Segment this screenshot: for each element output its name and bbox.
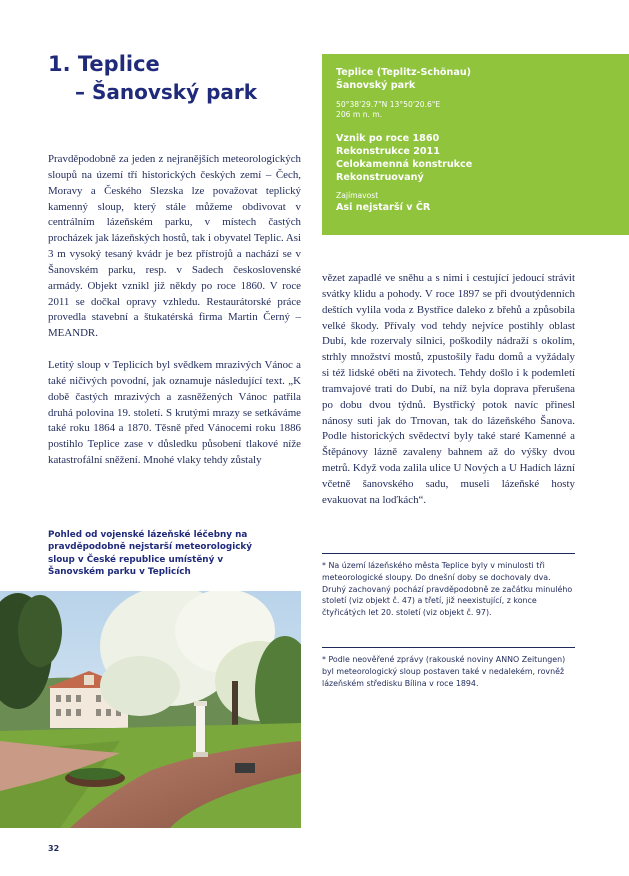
info-box-altitude: 206 m n. m. xyxy=(336,110,383,119)
photo-caption: Pohled od vojenské lázeňské léčebny na pravděpodobně nejstarší meteorologický sloup v České republice umístěný v Šanovském parku v Teplicích xyxy=(48,530,253,577)
footnote: * Na území lázeňského města Teplice byly v minulosti tři meteorologické sloupy. Do dnešní doby se dochovaly dva. Druhý zachovaný pochází pravděpodobně ze začátku minulého století (viz objekt č. 47) a třetí, již neexistující, z konce čtyřicátých let 20. století (viz objekt č. 97). xyxy=(322,553,575,619)
page-subtitle: – Šanovský park xyxy=(75,80,258,104)
body-text-right-column xyxy=(322,271,575,509)
info-box-curiosity-value: Asi nejstarší v ČR xyxy=(336,202,431,213)
info-box-facts xyxy=(336,132,619,184)
body-paragraph: Letitý sloup v Teplicích byl svědkem mrazivých Vánoc a také ničivých povodní, jak oznamuje následující text. „K době častých mrazivých a zasněžených Vánoc patřila druhá polovina 19. století. S krutými mrazy se setkáváme také roku 1864 a 1870. Těsně před Vánocemi roku 1886 postihlo Teplice zase v důsledku působení tlakové níže katastrofální sněžení. Mnohé vlaky tehdy zůstaly xyxy=(48,358,301,467)
info-box-fact: Rekonstrukce 2011 xyxy=(336,146,440,157)
info-box-location: Šanovský park xyxy=(336,80,416,91)
park-photo xyxy=(0,591,301,828)
info-box-fact: Vznik po roce 1860 xyxy=(336,133,440,144)
info-box-fact: Celokamenná konstrukce xyxy=(336,159,473,170)
page-number: 32 xyxy=(48,844,60,853)
info-box-coordinates: 50°38'29.7"N 13°50'20.6"E xyxy=(336,100,441,109)
info-box-geo xyxy=(336,100,619,120)
info-box-curiosity-label: Zajímavost xyxy=(336,191,379,200)
body-paragraph: Pravděpodobně za jeden z nejranějších meteorologických sloupů na území tří historických českých zemí – Čech, Moravy a Českého Slezska lze považovat teplický kamenný sloup, který stále můžeme obdivovat v centrálním lázeňském parku, v místech častých procházek jak lázeňských hostů, tak i obyvatel Teplic. Asi 3 m vysoký tesaný kvádr je bez přístrojů a nachází se v Šanovském parku, resp. v Sadech československé armády. Objekt vznikl již někdy po roce 1860. V roce 2011 se dočkal opravy vzhledu. Restaurátorské práce provedla stavební a štukatérská firma Martin Černý – MEANDR. xyxy=(48,153,301,340)
info-box-fact: Rekonstruovaný xyxy=(336,172,424,183)
info-box xyxy=(322,54,629,235)
body-text-left-column xyxy=(48,152,301,469)
footnote: * Podle neověřené zprávy (rakouské noviny ANNO Zeitungen) byl meteorologický sloup postaven také v nedalekém, rovněž lázeňském středisku Bílina v roce 1894. xyxy=(322,647,575,689)
info-box-title xyxy=(336,66,619,92)
page-title: 1. Teplice xyxy=(48,52,160,76)
info-box-city: Teplice (Teplitz-Schönau) xyxy=(336,67,472,78)
body-paragraph: vězet zapadlé ve sněhu a s nimi i cestující jedoucí strávit svátky klidu a pohody. V roce 1897 se při dvoutýdenních deštích vylila voda z Bystřice daleko z břehů a způsobila velké škody. Přívaly vod tehdy nejvíce postihly oblast Dubí, kde rozervaly silnici, poškodily nádraží s okolím, strhly množství mostů, zpustošily řadu domů a vyžádaly si též lidské oběti na životech. Tehdy došlo i k podemletí tramvajové trati do Dubí, na níž byla doprava přerušena po dobu dvou týdnů. Bystřický potok navíc přinesl nánosy suti jak do Trnovan, tak do lázeňského Šanova. Podle historických svědectví byly také staré Kamenné a Štěpánovy lázně zavaleny bahnem až do výšky dvou metrů. Když voda zalila ulice U Nových a U Hadích lázní včetně šanovského sadu, museli lázeňské hosty evakuovat na loďkách“. xyxy=(322,272,575,506)
